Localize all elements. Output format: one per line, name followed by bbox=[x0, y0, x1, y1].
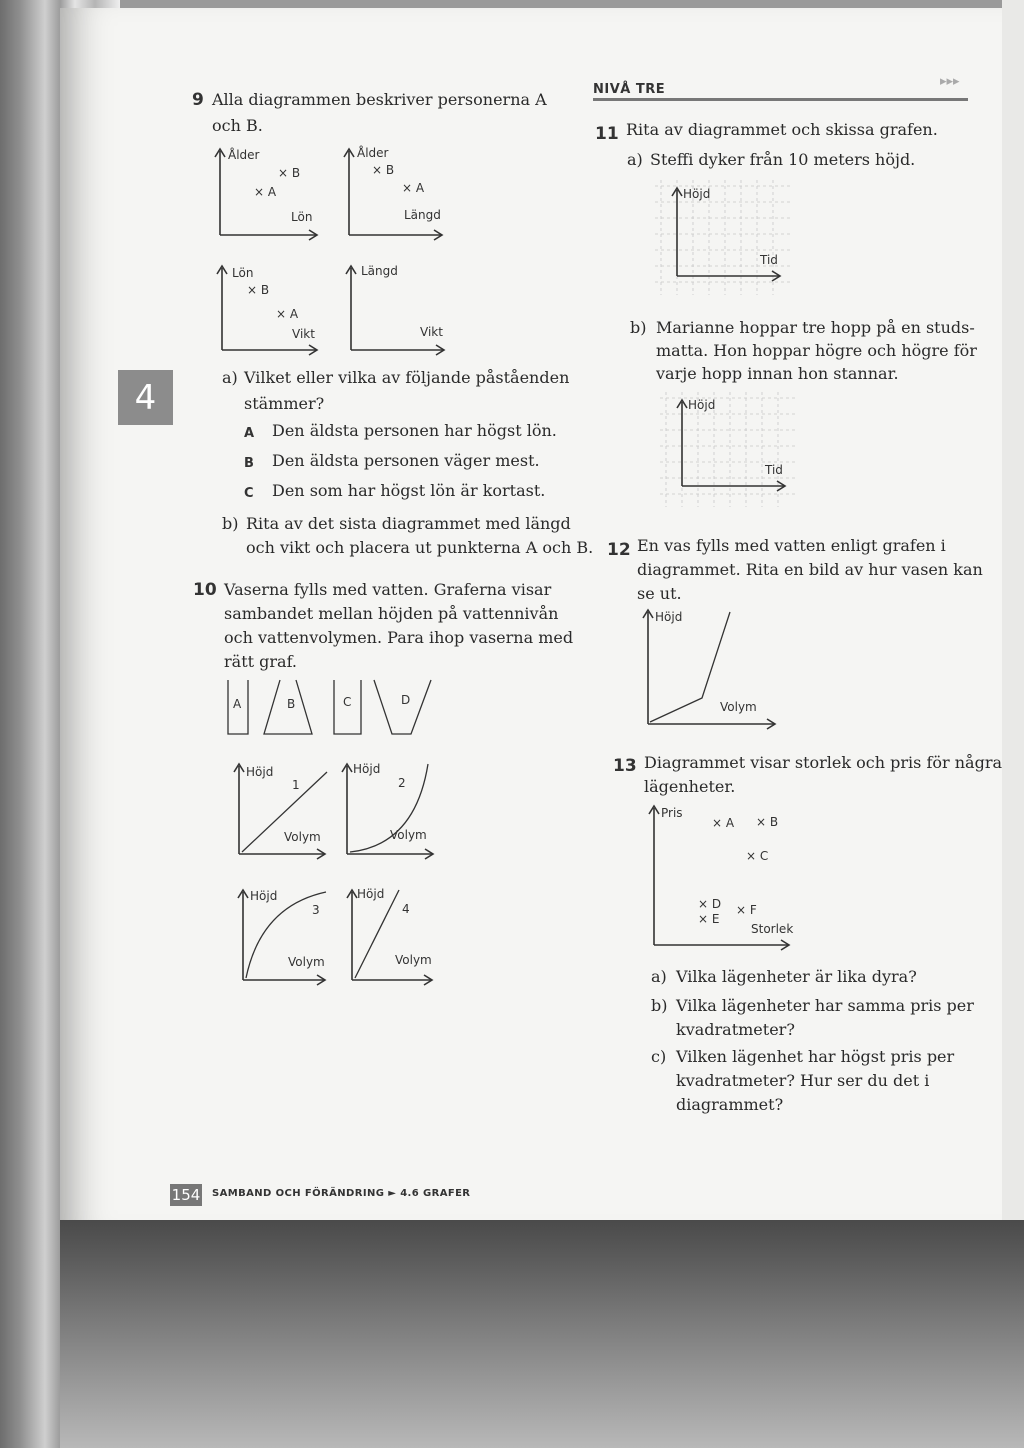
q10-g1-number: 1 bbox=[292, 778, 300, 792]
q10-line1: Vaserna fylls med vatten. Graferna visar bbox=[224, 580, 552, 599]
q9-d2-xlabel: Längd bbox=[404, 208, 441, 222]
scan-shadow bbox=[60, 1220, 1024, 1448]
q9-diagram-3 bbox=[214, 262, 324, 357]
q9-d1-ylabel: Ålder bbox=[228, 148, 260, 162]
q9-d1-point-b: × B bbox=[278, 166, 301, 180]
q9-d2-ylabel: Ålder bbox=[357, 146, 389, 160]
q9-b-label: b) bbox=[222, 514, 239, 533]
q11a-grid-diagram bbox=[655, 180, 790, 295]
statement-b-letter: B bbox=[244, 456, 254, 471]
q11-b-line3: varje hopp innan hon stannar. bbox=[656, 364, 899, 383]
q13-point-a: × A bbox=[712, 816, 735, 830]
q10-g3-ylabel: Höjd bbox=[250, 889, 278, 903]
statement-a-letter: A bbox=[244, 426, 255, 441]
q10-g3-number: 3 bbox=[312, 903, 320, 917]
q9-d4-xlabel: Vikt bbox=[420, 325, 443, 339]
q9-d2-point-a: × A bbox=[402, 181, 425, 195]
q13-line2: lägenheter. bbox=[644, 777, 736, 796]
q13-point-f: × F bbox=[736, 903, 757, 917]
q13-c-line1: Vilken lägenhet har högst pris per bbox=[676, 1047, 955, 1066]
level-heading-rule bbox=[593, 98, 968, 101]
page-footer: SAMBAND OCH FÖRÄNDRING ► 4.6 GRAFER bbox=[212, 1188, 471, 1199]
vase-d-label: D bbox=[401, 693, 411, 707]
q11-b-line2: matta. Hon hoppar högre och högre för bbox=[656, 341, 977, 360]
q13-b-line2: kvadratmeter? bbox=[676, 1020, 795, 1039]
q10-g1-xlabel: Volym bbox=[284, 830, 321, 844]
q13-number: 13 bbox=[613, 756, 637, 776]
q11-b-label: b) bbox=[630, 318, 647, 337]
q10-line4: rätt graf. bbox=[224, 652, 297, 671]
q9-diagram-4 bbox=[343, 262, 453, 357]
q9-d3-xlabel: Vikt bbox=[292, 327, 315, 341]
q11-number: 11 bbox=[595, 124, 619, 144]
q12-ylabel: Höjd bbox=[655, 610, 683, 624]
grid-lines bbox=[660, 392, 795, 507]
level-marker: ▸▸▸ bbox=[940, 74, 960, 89]
vase-b-label: B bbox=[287, 697, 296, 711]
q13-xlabel: Storlek bbox=[751, 922, 794, 936]
q10-line3: och vattenvolymen. Para ihop vaserna med bbox=[224, 628, 574, 647]
q13-point-b: × B bbox=[756, 815, 779, 829]
q13-c-line3: diagrammet? bbox=[676, 1095, 784, 1114]
q13-point-e: × E bbox=[698, 912, 720, 926]
q12-line3: se ut. bbox=[637, 584, 682, 603]
q13-c-line2: kvadratmeter? Hur ser du det i bbox=[676, 1071, 930, 1090]
q10-number: 10 bbox=[193, 580, 217, 600]
grid-lines bbox=[655, 180, 790, 295]
graph-4-curve bbox=[355, 890, 399, 978]
q11a-ylabel: Höjd bbox=[683, 187, 711, 201]
q10-line2: sambandet mellan höjden på vattennivån bbox=[224, 604, 559, 623]
q9-number: 9 bbox=[192, 90, 204, 110]
q9-d3-point-b: × B bbox=[247, 283, 270, 297]
q9-d4-ylabel: Längd bbox=[361, 264, 398, 278]
q9-intro-line1: Alla diagrammen beskriver personerna A bbox=[212, 90, 547, 109]
q13-c-label: c) bbox=[651, 1047, 667, 1066]
statement-c-letter: C bbox=[244, 486, 254, 501]
q9-a-line2: stämmer? bbox=[244, 394, 325, 413]
q13-a-line1: Vilka lägenheter är lika dyra? bbox=[676, 967, 917, 986]
q12-line2: diagrammet. Rita en bild av hur vasen kan bbox=[637, 560, 983, 579]
statement-a-text: Den äldsta personen har högst lön. bbox=[272, 421, 557, 440]
q12-xlabel: Volym bbox=[720, 700, 757, 714]
q13-line1: Diagrammet visar storlek och pris för några bbox=[644, 753, 1003, 772]
statement-c-text: Den som har högst lön är kortast. bbox=[272, 481, 546, 500]
vase-a-label: A bbox=[233, 697, 242, 711]
q9-b-line2: och vikt och placera ut punkterna A och B. bbox=[246, 538, 594, 557]
vase-d bbox=[374, 680, 431, 734]
q13-point-d: × D bbox=[698, 897, 722, 911]
q13-b-label: b) bbox=[651, 996, 668, 1015]
q10-g3-xlabel: Volym bbox=[288, 955, 325, 969]
q10-g2-ylabel: Höjd bbox=[353, 762, 381, 776]
q10-g2-xlabel: Volym bbox=[390, 828, 427, 842]
q9-intro-line2: och B. bbox=[212, 116, 263, 135]
q11b-grid-diagram bbox=[660, 392, 795, 507]
q9-b-line1: Rita av det sista diagrammet med längd bbox=[246, 514, 571, 533]
page-number: 154 bbox=[171, 1186, 201, 1204]
q11-a-label: a) bbox=[627, 150, 643, 169]
vase-c-label: C bbox=[343, 695, 352, 709]
q10-g2-number: 2 bbox=[398, 776, 406, 790]
q12-number: 12 bbox=[607, 540, 631, 560]
q11-b-line1: Marianne hoppar tre hopp på en studs- bbox=[656, 318, 975, 337]
q9-d1-point-a: × A bbox=[254, 185, 277, 199]
q10-g4-number: 4 bbox=[402, 902, 410, 916]
q12-line1: En vas fylls med vatten enligt grafen i bbox=[637, 536, 946, 555]
vases-figure bbox=[226, 676, 446, 738]
q13-ylabel: Pris bbox=[661, 806, 683, 820]
q9-a-label: a) bbox=[222, 368, 238, 387]
q9-d3-ylabel: Lön bbox=[232, 266, 254, 280]
q10-graph-4 bbox=[345, 886, 445, 986]
statement-b-text: Den äldsta personen väger mest. bbox=[272, 451, 540, 470]
q10-g4-ylabel: Höjd bbox=[357, 887, 385, 901]
q11a-xlabel: Tid bbox=[760, 253, 778, 267]
q13-b-line1: Vilka lägenheter har samma pris per bbox=[676, 996, 974, 1015]
q9-d1-xlabel: Lön bbox=[291, 210, 313, 224]
level-heading: NIVÅ TRE bbox=[593, 82, 666, 97]
q11-text: Rita av diagrammet och skissa grafen. bbox=[626, 120, 938, 139]
q11-a-text: Steffi dyker från 10 meters höjd. bbox=[650, 150, 916, 169]
q9-a-line1: Vilket eller vilka av följande påståenden bbox=[244, 368, 570, 387]
q11b-ylabel: Höjd bbox=[688, 398, 716, 412]
q9-d3-point-a: × A bbox=[276, 307, 299, 321]
q11b-xlabel: Tid bbox=[765, 463, 783, 477]
q13-a-label: a) bbox=[651, 967, 667, 986]
q12-curve bbox=[650, 612, 730, 722]
q10-g1-ylabel: Höjd bbox=[246, 765, 274, 779]
q13-point-c: × C bbox=[746, 849, 769, 863]
chapter-tab: 4 bbox=[118, 370, 173, 425]
q10-g4-xlabel: Volym bbox=[395, 953, 432, 967]
q9-d2-point-b: × B bbox=[372, 163, 395, 177]
